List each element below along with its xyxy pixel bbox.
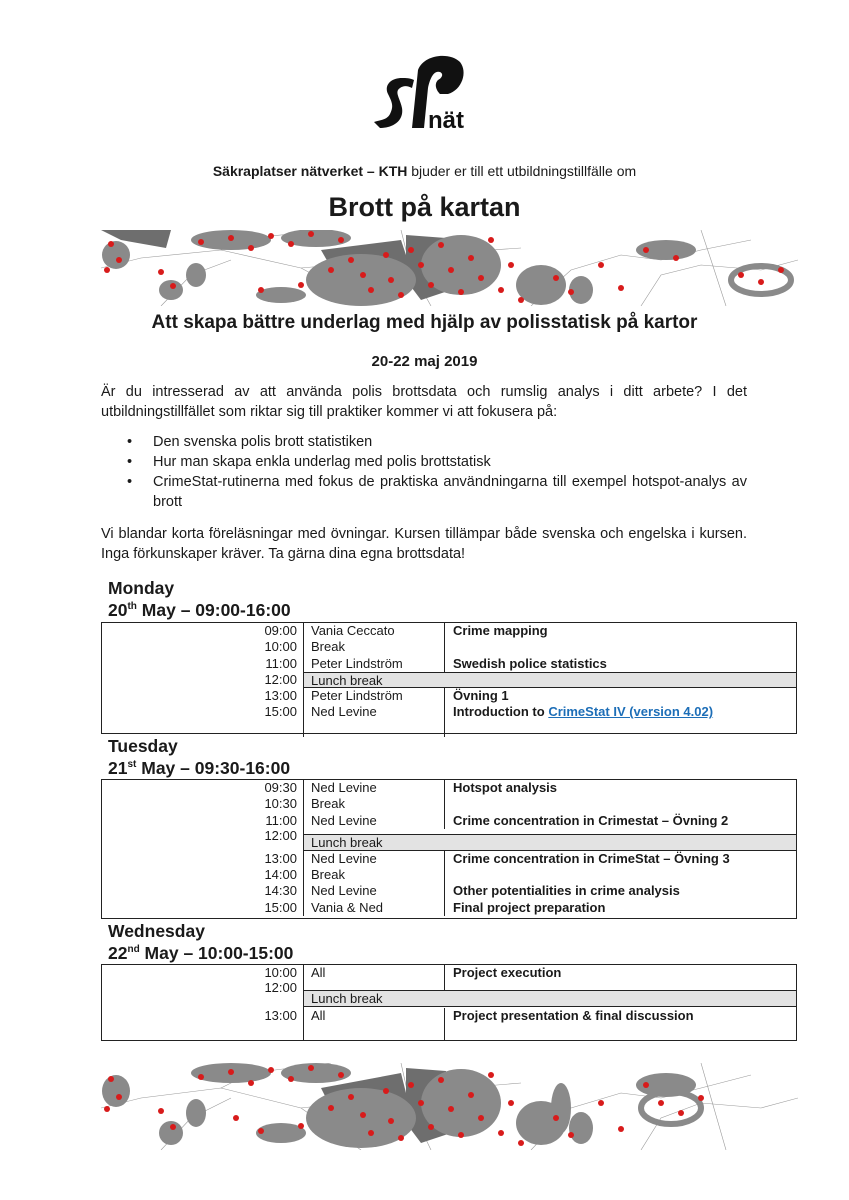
table-row: 14:00 Break <box>102 867 796 883</box>
page-title: Brott på kartan <box>328 192 521 222</box>
crime-map-banner-bottom <box>101 1063 798 1150</box>
bullet-icon: • <box>127 434 133 450</box>
lunch-row: 12:00 Lunch break <box>102 981 796 1008</box>
table-row: 13:00 Peter Lindström Övning 1 <box>102 688 796 704</box>
table-row: 10:30 Break <box>102 796 796 812</box>
bullet-icon: • <box>127 454 133 470</box>
table-row: 09:00 Vania Ceccato Crime mapping <box>102 623 796 639</box>
day-date-wednesday: 22nd May – 10:00-15:00 <box>108 943 294 963</box>
table-row: 15:00 Vania & Ned Final project preparation <box>102 900 796 916</box>
focus-list <box>101 432 747 512</box>
schedule-table-wednesday <box>101 964 797 1041</box>
list-item: • CrimeStat-rutinerna med fokus de praktiska användningarna till exempel hotspot-analys av brott <box>127 474 747 510</box>
event-dates: 20-22 maj 2019 <box>371 353 478 370</box>
crimestat-link[interactable]: CrimeStat IV (version 4.02) <box>548 704 714 720</box>
format-paragraph: Vi blandar korta föreläsningar med övningar. Kursen tillämpar både svenska och engelska i kursen. Inga förkunskaper kräver. Ta gärna dina egna brottsdata! <box>101 526 747 562</box>
intro-line <box>0 163 849 179</box>
day-heading-monday: Monday <box>108 578 175 598</box>
schedule-table-tuesday <box>101 779 797 919</box>
table-row: 11:00 Ned Levine Crime concentration in Crimestat – Övning 2 <box>102 813 796 829</box>
lunch-row: 12:00 Lunch break <box>102 672 796 688</box>
day-heading-wednesday: Wednesday <box>108 921 205 941</box>
subtitle: Att skapa bättre underlag med hjälp av polisstatisk på kartor <box>151 312 698 333</box>
table-row: 15:00 Ned Levine Introduction to CrimeStat IV (version 4.02) <box>102 704 796 720</box>
list-item: • Hur man skapa enkla underlag med polis brottstatisk <box>127 454 491 470</box>
crime-map-banner-top <box>101 230 798 306</box>
table-row: 10:00 All Project execution <box>102 965 796 981</box>
table-row: 09:30 Ned Levine Hotspot analysis <box>102 780 796 796</box>
day-date-monday: 20th May – 09:00-16:00 <box>108 600 291 620</box>
table-row: 10:00 Break <box>102 639 796 655</box>
schedule-table-monday <box>101 622 797 734</box>
table-row: 11:00 Peter Lindström Swedish police statistics <box>102 656 796 672</box>
organizer-name: Säkraplatser nätverket – KTH <box>212 163 408 179</box>
table-row: 13:00 Ned Levine Crime concentration in CrimeStat – Övning 3 <box>102 851 796 867</box>
logo-suffix: nät <box>428 107 464 130</box>
day-date-tuesday: 21st May – 09:30-16:00 <box>108 758 291 778</box>
table-row: 14:30 Ned Levine Other potentialities in crime analysis <box>102 883 796 899</box>
list-item: • Den svenska polis brott statistiken <box>127 434 373 450</box>
table-row-spacer <box>102 721 796 737</box>
table-row: 13:00 All Project presentation & final discussion <box>102 1008 796 1040</box>
lunch-row: 12:00 Lunch break <box>102 829 796 851</box>
spnat-logo <box>372 48 482 130</box>
day-heading-tuesday: Tuesday <box>108 736 178 756</box>
intro-paragraph: Är du intresserad av att använda polis brottsdata och rumslig analys i ditt arbete? I det utbildningstillfället som riktar sig till praktiker kommer vi att fokusera på: <box>101 384 747 420</box>
bullet-icon: • <box>127 474 133 490</box>
intro-text: bjuder er till ett utbildningstillfälle om <box>407 163 637 179</box>
